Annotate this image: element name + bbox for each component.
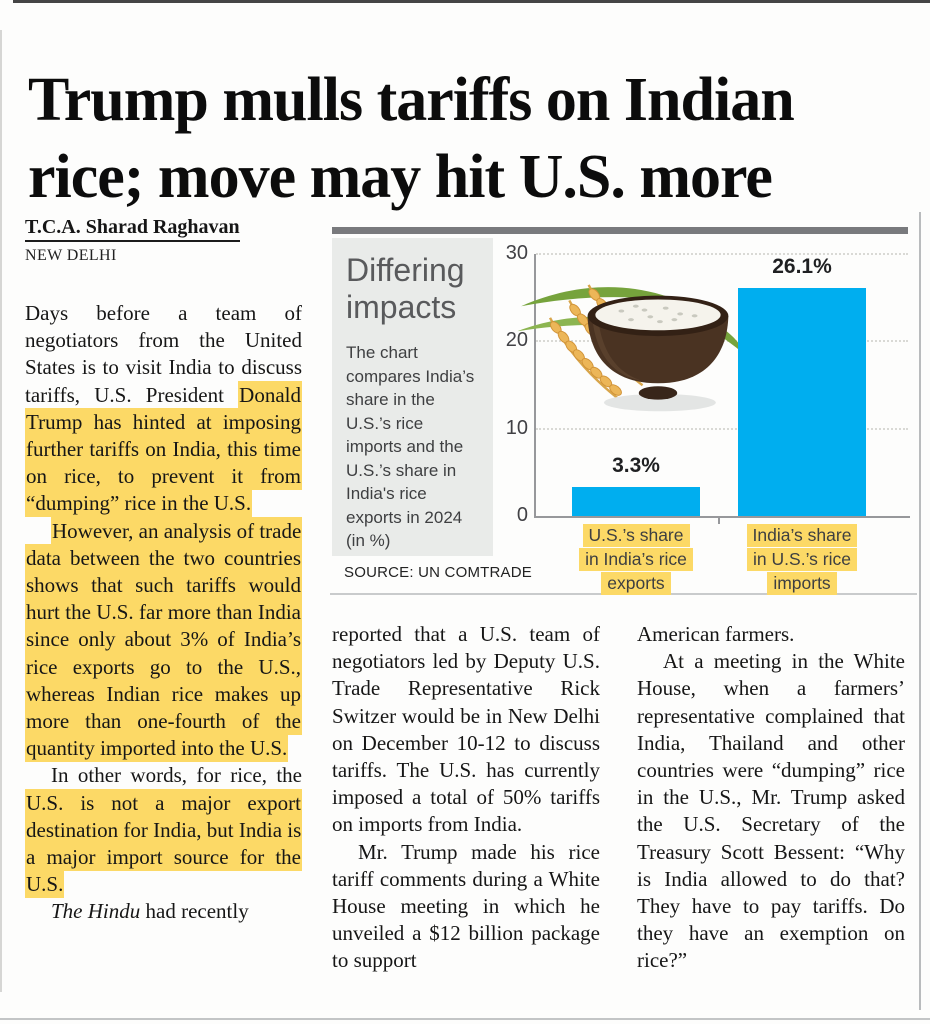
x-axis-line [534,516,910,518]
infographic-description: The chart compares India’s share in the U.S.’s rice imports and the U.S.’s share in India's rice exports in 2024 (in %) [346,343,475,550]
article-paragraph [637,621,905,648]
rice-bowl-icon [588,296,729,412]
body-text: American farmers. [637,622,795,646]
bar-value-label: 26.1% [772,255,832,279]
bottom-rule [0,1018,930,1020]
highlighted-text: Donald Trump has hinted at imposing further tariffs on India, this time on rice, to prevent it from “dumping” rice in the U.S. [26,382,301,516]
byline-block [25,216,305,265]
infographic-text-panel [332,238,493,556]
y-axis-tick-label: 0 [516,504,528,526]
infographic [330,226,920,592]
x-axis-category-label [551,524,721,596]
plot-area [500,240,918,593]
article-paragraph [332,839,600,975]
category-label-line: imports [767,572,836,595]
category-label-line: in U.S.’s rice [747,548,857,571]
category-label-line: India’s share [747,524,858,547]
byline-author: T.C.A. Sharad Raghavan [25,216,240,242]
y-axis-tick-label: 20 [505,329,528,352]
chart-bar-1 [572,487,700,516]
body-text: The Hindu [51,899,141,924]
article-paragraph [25,518,302,763]
article-paragraph [25,300,302,518]
x-axis-category-label [717,524,887,596]
category-label-line: exports [601,572,670,595]
article-paragraph [25,898,302,925]
infographic-top-bar [332,227,908,234]
infographic-source: SOURCE: UN COMTRADE [344,564,532,581]
bar-value-label: 3.3% [612,454,660,478]
y-axis-tick-label: 30 [505,242,528,264]
body-text: Mr. Trump made his rice tariff comments during a White House meeting in which he unveiled a $12 billion package to support [332,839,600,973]
article-column-3 [637,621,905,1013]
body-text: In other words, for rice, the [51,763,302,788]
article-paragraph [25,762,302,898]
y-axis-tick-label: 10 [505,416,528,439]
body-text: reported that a U.S. team of negotiators led by Deputy U.S. Trade Representative Rick Switzer would be in New Delhi on December 10-12 to discuss tariffs. The U.S. has currently imposed a total of 50% tariffs on imports from India. [332,622,600,837]
rice-bowl-illustration [515,258,747,418]
article-column-2 [332,621,600,1013]
body-text: At a meeting in the White House, when a farmers’ representative complained that India, Thailand and other countries were “dumping” rice in the U.S., Mr. Trump asked the U.S. Secretary of the Treasury Scott Bessent: “Why is India allowed to do that? They have to pay tariffs. Do they have an exemption on rice?” [637,649,905,973]
left-edge-rule [0,30,2,992]
top-rule [13,0,930,3]
category-label-line: U.S.’s share [583,524,690,547]
body-text: had recently [140,899,249,924]
highlighted-text: However, an analysis of trade data between the two countries shows that such tariffs would hurt the U.S. far more than India since only about 3% of India’s rice exports go to the U.S., whereas Indian rice makes up more than one-fourth of the quantity imported into the U.S. [26,518,302,761]
highlighted-text: U.S. is not a major export destination for India, but India is a major import source for the U.S. [26,790,302,897]
category-label-line: in India’s rice [579,548,693,571]
article-column-1 [25,300,302,1012]
body-text: Days before a team of negotiators from the United States is to visit India to discuss tariffs, U.S. President [25,301,302,407]
article-paragraph [332,621,600,839]
chart-bar-2 [738,288,866,516]
article-headline: Trump mulls tariffs on Indian rice; move may hit U.S. more [28,65,794,211]
infographic-title: Differing impacts [346,252,465,325]
dateline: NEW DELHI [25,247,117,264]
article-paragraph [637,648,905,974]
